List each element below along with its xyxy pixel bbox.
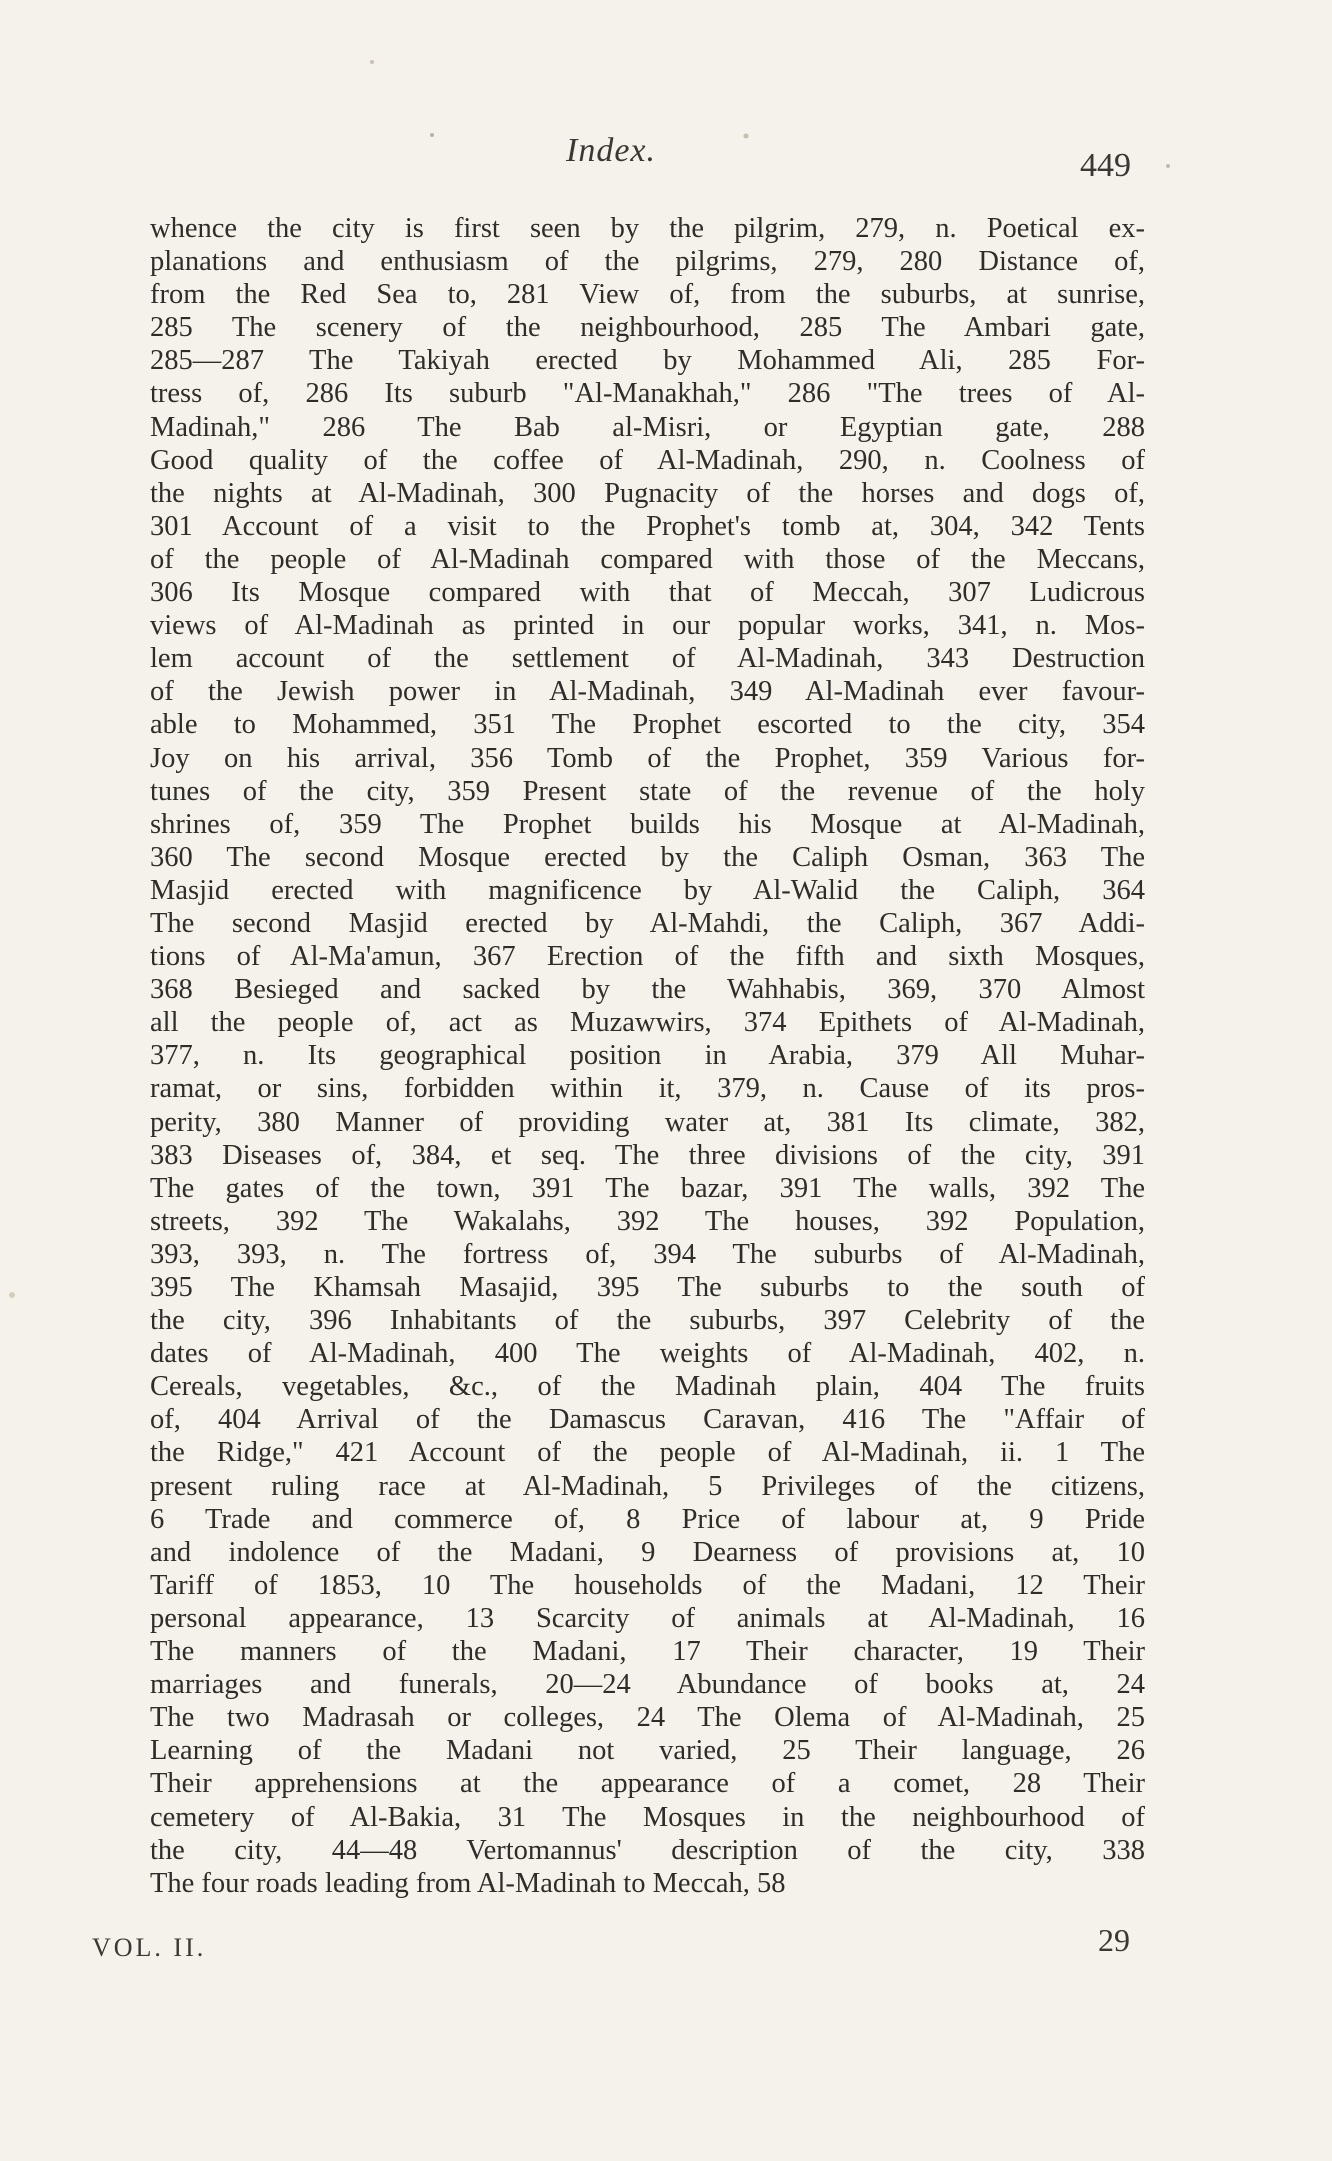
text-line: cemetery of Al-Bakia, 31 The Mosques in the neighbourhood of	[150, 1801, 1145, 1833]
text-line: present ruling race at Al-Madinah, 5 Privileges of the citizens,	[150, 1470, 1145, 1502]
text-line: 285—287 The Takiyah erected by Mohammed Ali, 285 For-	[150, 345, 1145, 377]
text-line: tunes of the city, 359 Present state of the revenue of the holy	[150, 775, 1145, 807]
text-line: The four roads leading from Al-Madinah to Meccah, 58	[150, 1867, 786, 1899]
text-line: Joy on his arrival, 356 Tomb of the Prophet, 359 Various for-	[150, 742, 1145, 774]
text-line: 6 Trade and commerce of, 8 Price of labour at, 9 Pride	[150, 1503, 1145, 1535]
text-line: all the people of, act as Muzawwirs, 374 Epithets of Al-Madinah,	[150, 1007, 1145, 1039]
text-line: Madinah," 286 The Bab al-Misri, or Egyptian gate, 288	[150, 411, 1145, 443]
text-line: 395 The Khamsah Masajid, 395 The suburbs to the south of	[150, 1272, 1145, 1303]
running-title: Index.	[566, 132, 657, 169]
text-line: the Ridge," 421 Account of the people of Al-Madinah, ii. 1 The	[150, 1437, 1145, 1469]
index-entry-text	[150, 212, 1145, 1900]
text-line: able to Mohammed, 351 The Prophet escorted to the city, 354	[150, 709, 1145, 741]
text-line: whence the city is first seen by the pilgrim, 279, n. Poetical ex-	[150, 213, 1145, 244]
text-line: Masjid erected with magnificence by Al-Walid the Caliph, 364	[150, 874, 1145, 906]
text-line: tions of Al-Ma'amun, 367 Erection of the fifth and sixth Mosques,	[150, 941, 1145, 973]
text-line: 301 Account of a visit to the Prophet's tomb at, 304, 342 Tents	[150, 510, 1145, 542]
text-line: tress of, 286 Its suburb "Al-Manakhah," 286 "The trees of Al-	[150, 378, 1145, 410]
volume-label: VOL. II.	[92, 1933, 207, 1962]
text-line: 285 The scenery of the neighbourhood, 285 The Ambari gate,	[150, 312, 1145, 344]
text-line: planations and enthusiasm of the pilgrims, 279, 280 Distance of,	[150, 246, 1145, 278]
text-line: marriages and funerals, 20—24 Abundance of books at, 24	[150, 1669, 1145, 1701]
text-line: Their apprehensions at the appearance of a comet, 28 Their	[150, 1768, 1145, 1800]
text-line: 377, n. Its geographical position in Arabia, 379 All Muhar-	[150, 1040, 1145, 1072]
text-line: from the Red Sea to, 281 View of, from the suburbs, at sunrise,	[150, 279, 1145, 311]
text-line: perity, 380 Manner of providing water at, 381 Its climate, 382,	[150, 1106, 1145, 1138]
text-line: The two Madrasah or colleges, 24 The Olema of Al-Madinah, 25	[150, 1702, 1145, 1734]
text-line: lem account of the settlement of Al-Madinah, 343 Destruction	[150, 643, 1145, 675]
text-line: 306 Its Mosque compared with that of Meccah, 307 Ludicrous	[150, 577, 1145, 609]
text-line: The gates of the town, 391 The bazar, 391 The walls, 392 The	[150, 1172, 1145, 1204]
text-line: the nights at Al-Madinah, 300 Pugnacity of the horses and dogs of,	[150, 477, 1145, 509]
text-line: of the Jewish power in Al-Madinah, 349 Al-Madinah ever favour-	[150, 676, 1145, 708]
text-line: The manners of the Madani, 17 Their character, 19 Their	[150, 1636, 1145, 1668]
text-line: Learning of the Madani not varied, 25 Their language, 26	[150, 1735, 1145, 1767]
text-line: personal appearance, 13 Scarcity of animals at Al-Madinah, 16	[150, 1602, 1145, 1634]
text-line: The second Masjid erected by Al-Mahdi, the Caliph, 367 Addi-	[150, 907, 1145, 939]
text-line: 393, 393, n. The fortress of, 394 The suburbs of Al-Madinah,	[150, 1238, 1145, 1270]
text-line: Tariff of 1853, 10 The households of the Madani, 12 Their	[150, 1569, 1145, 1601]
text-line: streets, 392 The Wakalahs, 392 The houses, 392 Population,	[150, 1205, 1145, 1237]
text-line: ramat, or sins, forbidden within it, 379, n. Cause of its pros-	[150, 1073, 1145, 1105]
text-line: 383 Diseases of, 384, et seq. The three divisions of the city, 391	[150, 1139, 1145, 1171]
text-line: views of Al-Madinah as printed in our popular works, 341, n. Mos-	[150, 610, 1145, 642]
signature-mark: 29	[1098, 1922, 1130, 1958]
text-line: Good quality of the coffee of Al-Madinah, 290, n. Coolness of	[150, 444, 1145, 476]
text-line: dates of Al-Madinah, 400 The weights of Al-Madinah, 402, n.	[150, 1338, 1145, 1370]
text-line: 360 The second Mosque erected by the Caliph Osman, 363 The	[150, 841, 1145, 873]
text-line: the city, 44—48 Vertomannus' description of the city, 338	[150, 1834, 1145, 1866]
text-line: the city, 396 Inhabitants of the suburbs, 397 Celebrity of the	[150, 1305, 1145, 1337]
text-line: shrines of, 359 The Prophet builds his Mosque at Al-Madinah,	[150, 808, 1145, 840]
text-line: of the people of Al-Madinah compared with those of the Meccans,	[150, 543, 1145, 575]
text-line: Cereals, vegetables, &c., of the Madinah plain, 404 The fruits	[150, 1371, 1145, 1403]
text-line: 368 Besieged and sacked by the Wahhabis, 369, 370 Almost	[150, 974, 1145, 1006]
text-line: and indolence of the Madani, 9 Dearness of provisions at, 10	[150, 1536, 1145, 1568]
text-line: of, 404 Arrival of the Damascus Caravan, 416 The "Affair of	[150, 1404, 1145, 1436]
page-number: 449	[1080, 147, 1131, 184]
